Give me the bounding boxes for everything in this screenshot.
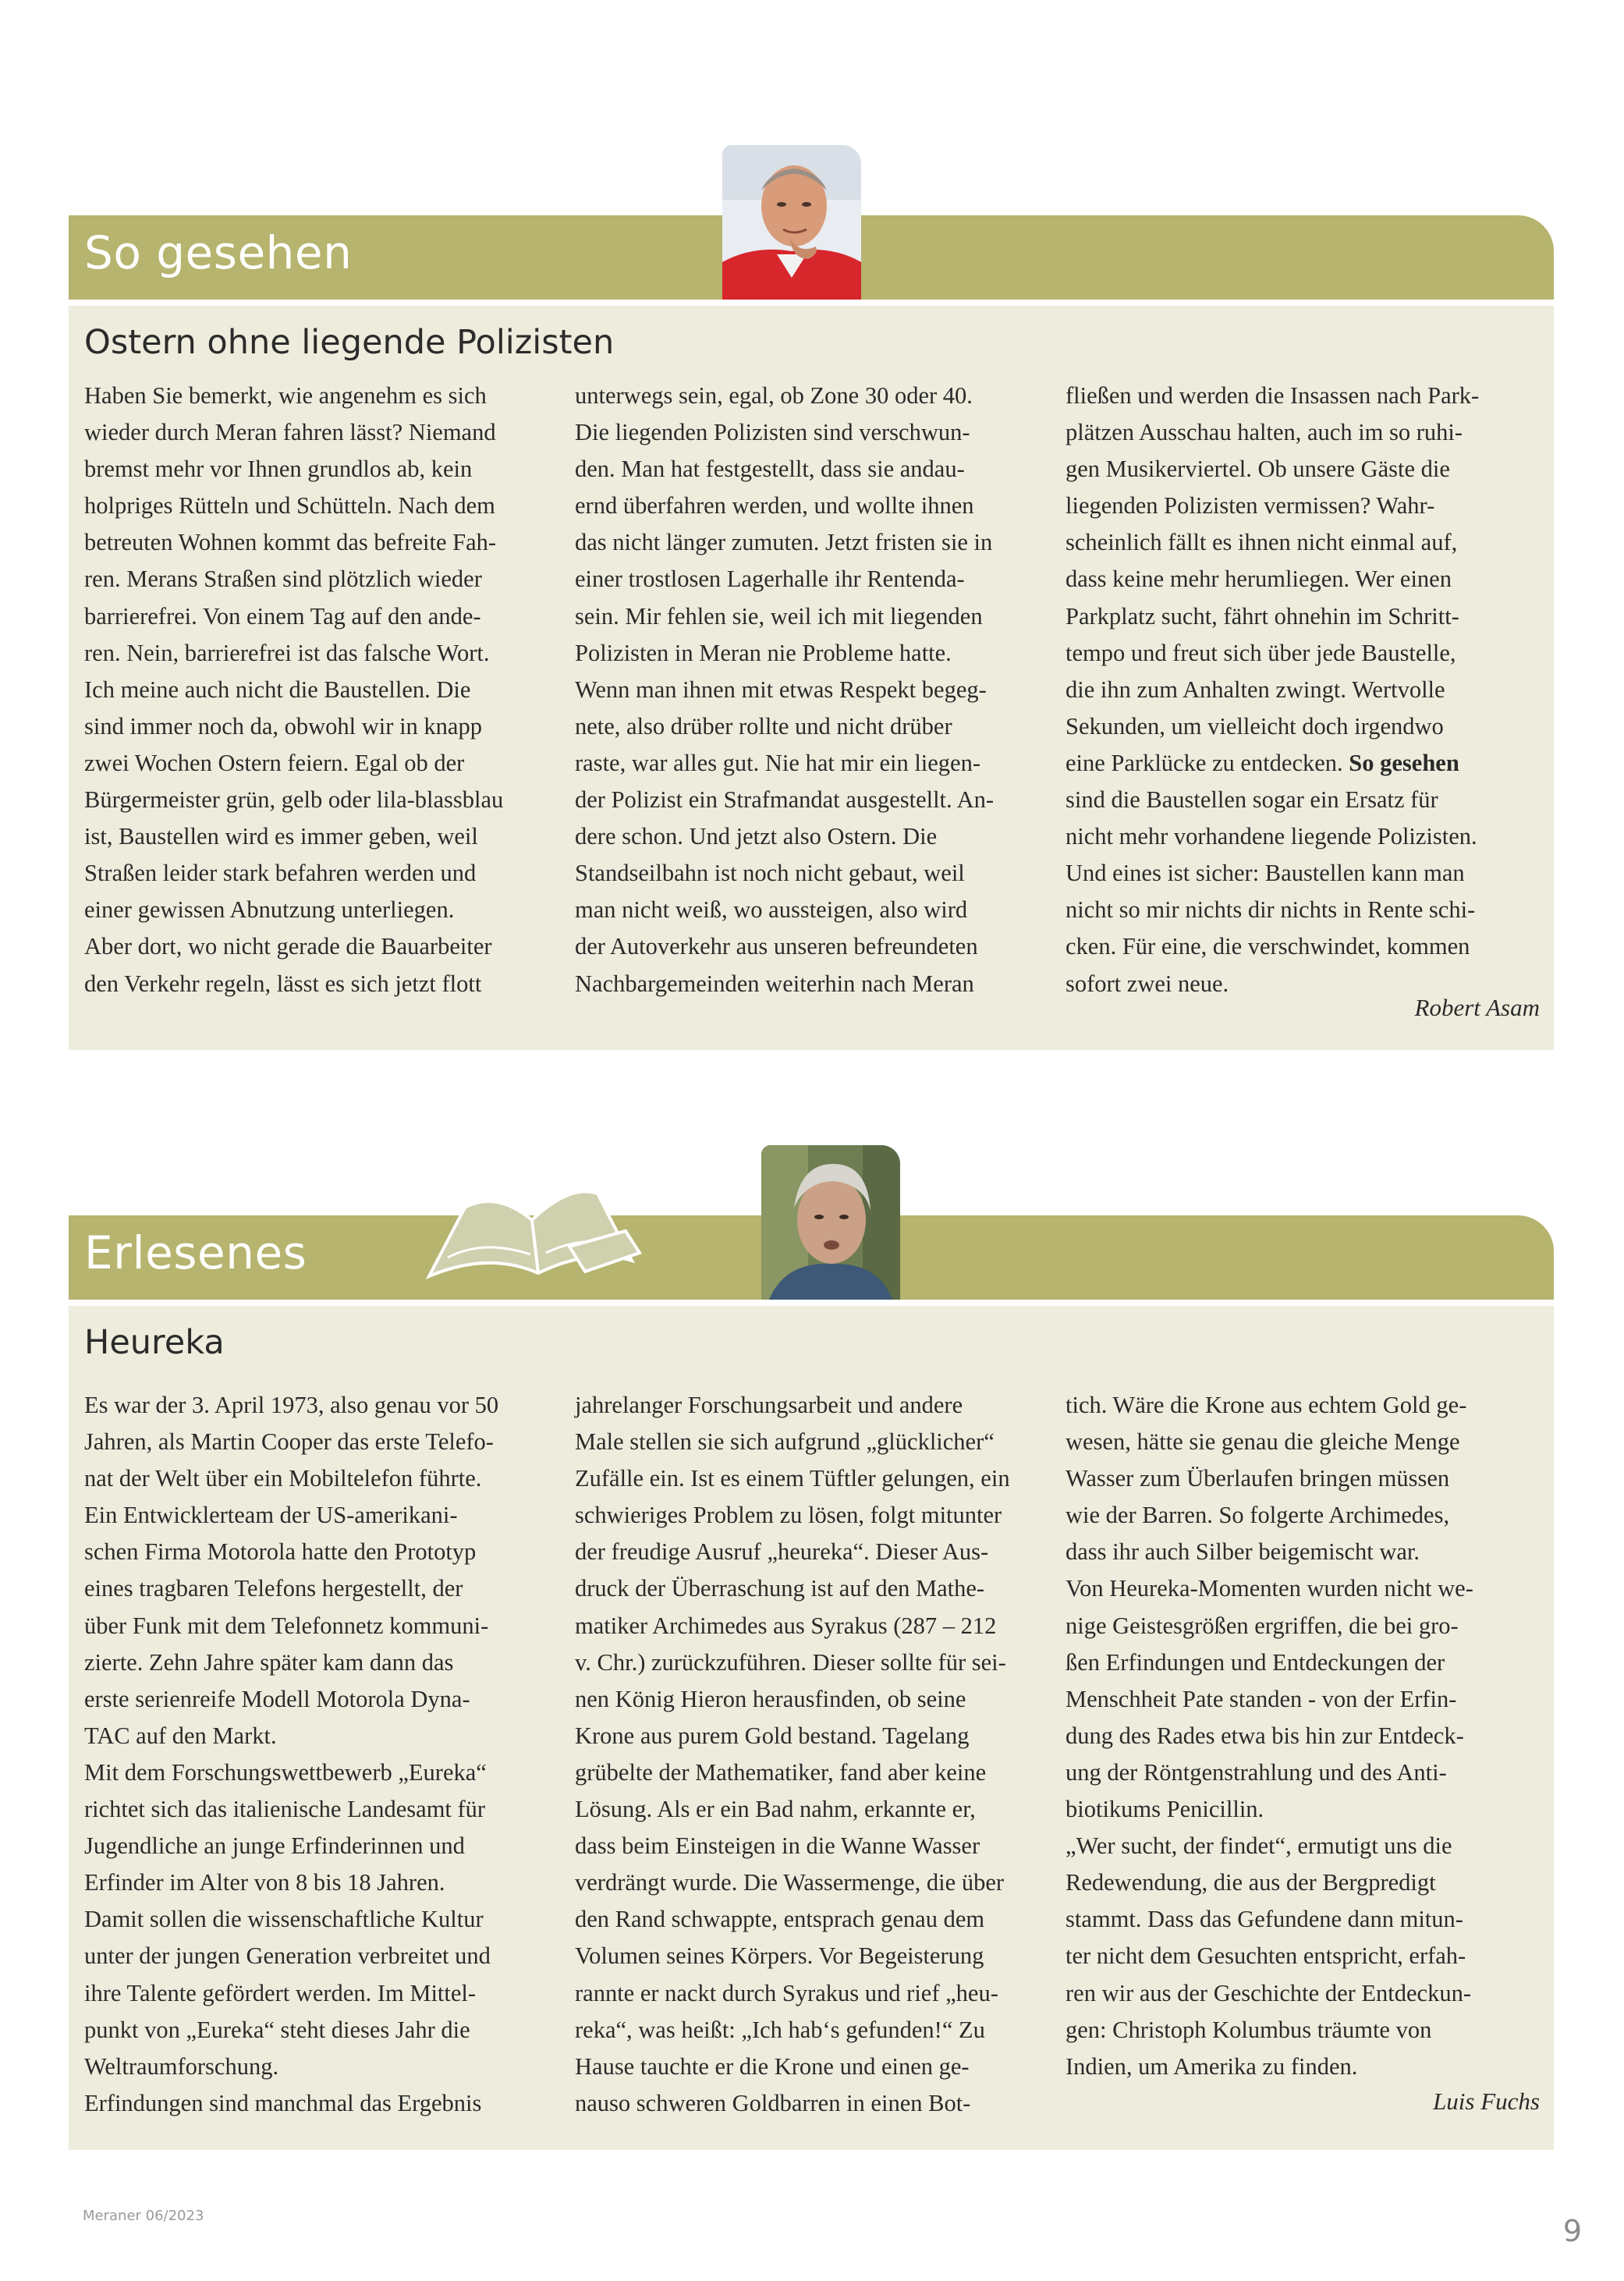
article-headline: Heureka: [84, 1323, 225, 1362]
inline-bold-title: So gesehen: [1349, 749, 1459, 776]
column-3-text: fließen und werden die Insassen nach Park- plätzen Ausschau halten, auch im so ruhi- gen Musikerviertel. Ob unsere Gäste die liegenden Polizisten vermissen? Wahr- scheinlich fällt es ihnen nicht einmal auf, dass keine mehr herumliegen. Wer einen Parkplatz sucht, fährt ohnehin im Schritt- tempo und freut sich über jede Baustelle, die ihn zum Anhalten zwingt. Wertvolle Sekunden, um vielleicht doch irgendwo eine Parklücke zu entdecken.: [1066, 382, 1480, 776]
publication-footer: Meraner 06/2023: [83, 2208, 204, 2224]
section-title: Erlesenes: [84, 1226, 307, 1279]
page-number: 9: [1562, 2214, 1582, 2248]
book-icon: [421, 1176, 643, 1293]
portrait-image: [722, 145, 861, 300]
column-3-text-continued: sind die Baustellen sogar ein Ersatz für nicht mehr vorhandene liegende Polizisten. Und eines ist sicher: Baustellen kann man nicht so mir nichts dir nichts in Rente schi- cken. Für eine, die verschwindet, kommen sofort zwei neue.: [1066, 786, 1477, 997]
article-columns: [84, 1387, 1538, 2122]
article-panel: [69, 306, 1554, 1050]
article-headline: Ostern ohne liegende Polizisten: [84, 323, 615, 362]
section-erlesenes: [69, 1145, 1554, 2150]
portrait-image: [761, 1145, 900, 1300]
article-column-1: Es war der 3. April 1973, also genau vor 50 Jahren, als Martin Cooper das erste Telefo- nat der Welt über ein Mobiltelefon führte. Ein Entwicklerteam der US-amerikani- schen Firma Motorola hatte den Prototyp eines tragbaren Telefons hergestellt, der über Funk mit dem Telefonnetz kommuni- zierte. Zehn Jahre später kam dann das erste serienreife Modell Motorola Dyna- TAC auf den Markt. Mit dem Forschungswettbewerb „Eureka“ richtet sich das italienische Landesamt für Jugendliche an junge Erfinderinnen und Erfinder im Alter von 8 bis 18 Jahren. Damit sollen die wissenschaftliche Kultur unter der jungen Generation verbreitet und ihre Talente gefördert werden. Im Mittel- punkt von „Eureka“ steht dieses Jahr die Weltraumforschung. Erfindungen sind manchmal das Ergebnis: [84, 1392, 499, 2116]
article-column-2: unterwegs sein, egal, ob Zone 30 oder 40. Die liegenden Polizisten sind verschwun- den. Man hat festgestellt, dass sie andau- ernd überfahren werden, und wollte ihnen das nicht länger zumuten. Jetzt fristen sie in einer trostlosen Lagerhalle ihr Rentenda- sein. Mir fehlen sie, weil ich mit liegenden Polizisten in Meran nie Probleme hatte. Wenn man ihnen mit etwas Respekt begeg- nete, also drüber rollte und nicht drüber raste, war alles gut. Nie hat mir ein liegen- der Polizist ein Strafmandat ausgestellt. An- dere schon. Und jetzt also Ostern. Die Standseilbahn ist noch nicht gebaut, weil man nicht weiß, wo aussteigen, also wird der Autoverkehr aus unseren befreundeten Nachbargemeinden weiterhin nach Meran: [575, 382, 995, 997]
article-column-3: tich. Wäre die Krone aus echtem Gold ge- wesen, hätte sie genau die gleiche Menge Wasser zum Überlaufen bringen müssen wie der Barren. So folgerte Archimedes, dass ihr auch Silber beigemischt war. Von Heureka-Momenten wurden nicht we- nige Geistesgrößen ergriffen, die bei gro- ßen Erfindungen und Entdeckungen der Menschheit Pate standen - von der Erfin- dung des Rades etwa bis hin zur Entdeck- ung der Röntgenstrahlung und des Anti- biotikums Penicillin. „Wer sucht, der findet“, ermutigt uns die Redewendung, die aus der Bergpredigt stammt. Dass das Gefundene dann mitun- ter nicht dem Gesuchten entspricht, erfah- ren wir aus der Geschichte der Entdeckun- gen: Christoph Kolumbus träumte von Indien, um Amerika zu finden.: [1066, 1392, 1473, 2080]
section-so-gesehen: [69, 145, 1554, 1050]
article-panel: [69, 1306, 1554, 2150]
article-column-3: [1066, 378, 1538, 1002]
article-column-2: jahrelanger Forschungsarbeit und andere Male stellen sie sich aufgrund „glücklicher“ Zufälle ein. Ist es einem Tüftler gelungen, ein schwieriges Problem zu lösen, folgt mitunter der freudige Ausruf „heureka“. Dieser Aus- druck der Überraschung ist auf den Mathe- matiker Archimedes aus Syrakus (287 – 212 v. Chr.) zurückzuführen. Dieser sollte für sei- nen König Hieron herausfinden, ob seine Krone aus purem Gold bestand. Tagelang grübelte der Mathematiker, fand aber keine Lösung. Als er ein Bad nahm, erkannte er, dass beim Einsteigen in die Wanne Wasser verdrängt wurde. Die Wassermenge, die über den Rand schwappte, entsprach genau dem Volumen seines Körpers. Vor Begeisterung rannte er nackt durch Syrakus und rief „heu- reka“, was heißt: „Ich hab‘s gefunden!“ Zu Hause tauchte er die Krone und einen ge- nauso schweren Goldbarren in einen Bot-: [575, 1392, 1010, 2116]
section-title: So gesehen: [84, 226, 353, 279]
article-column-1: Haben Sie bemerkt, wie angenehm es sich wieder durch Meran fahren lässt? Niemand bremst mehr vor Ihnen grundlos ab, kein holpriges Rütteln und Schütteln. Nach dem betreuten Wohnen kommt das befreite Fah- ren. Merans Straßen sind plötzlich wieder barrierefrei. Von einem Tag auf den ande- ren. Nein, barrierefrei ist das falsche Wort. Ich meine auch nicht die Baustellen. Die sind immer noch da, obwohl wir in knapp zwei Wochen Ostern feiern. Egal ob der Bürgermeister grün, gelb oder lila-blassblau ist, Baustellen wird es immer geben, weil Straßen leider stark befahren werden und einer gewissen Abnutzung unterliegen. Aber dort, wo nicht gerade die Bauarbeiter den Verkehr regeln, lässt es sich jetzt flott: [84, 382, 504, 997]
author-photo-luis-fuchs: [761, 1145, 900, 1300]
author-photo-robert-asam: [722, 145, 861, 300]
article-columns: [84, 378, 1538, 1002]
article-author: Robert Asam: [1414, 994, 1540, 1021]
article-author: Luis Fuchs: [1433, 2088, 1540, 2115]
